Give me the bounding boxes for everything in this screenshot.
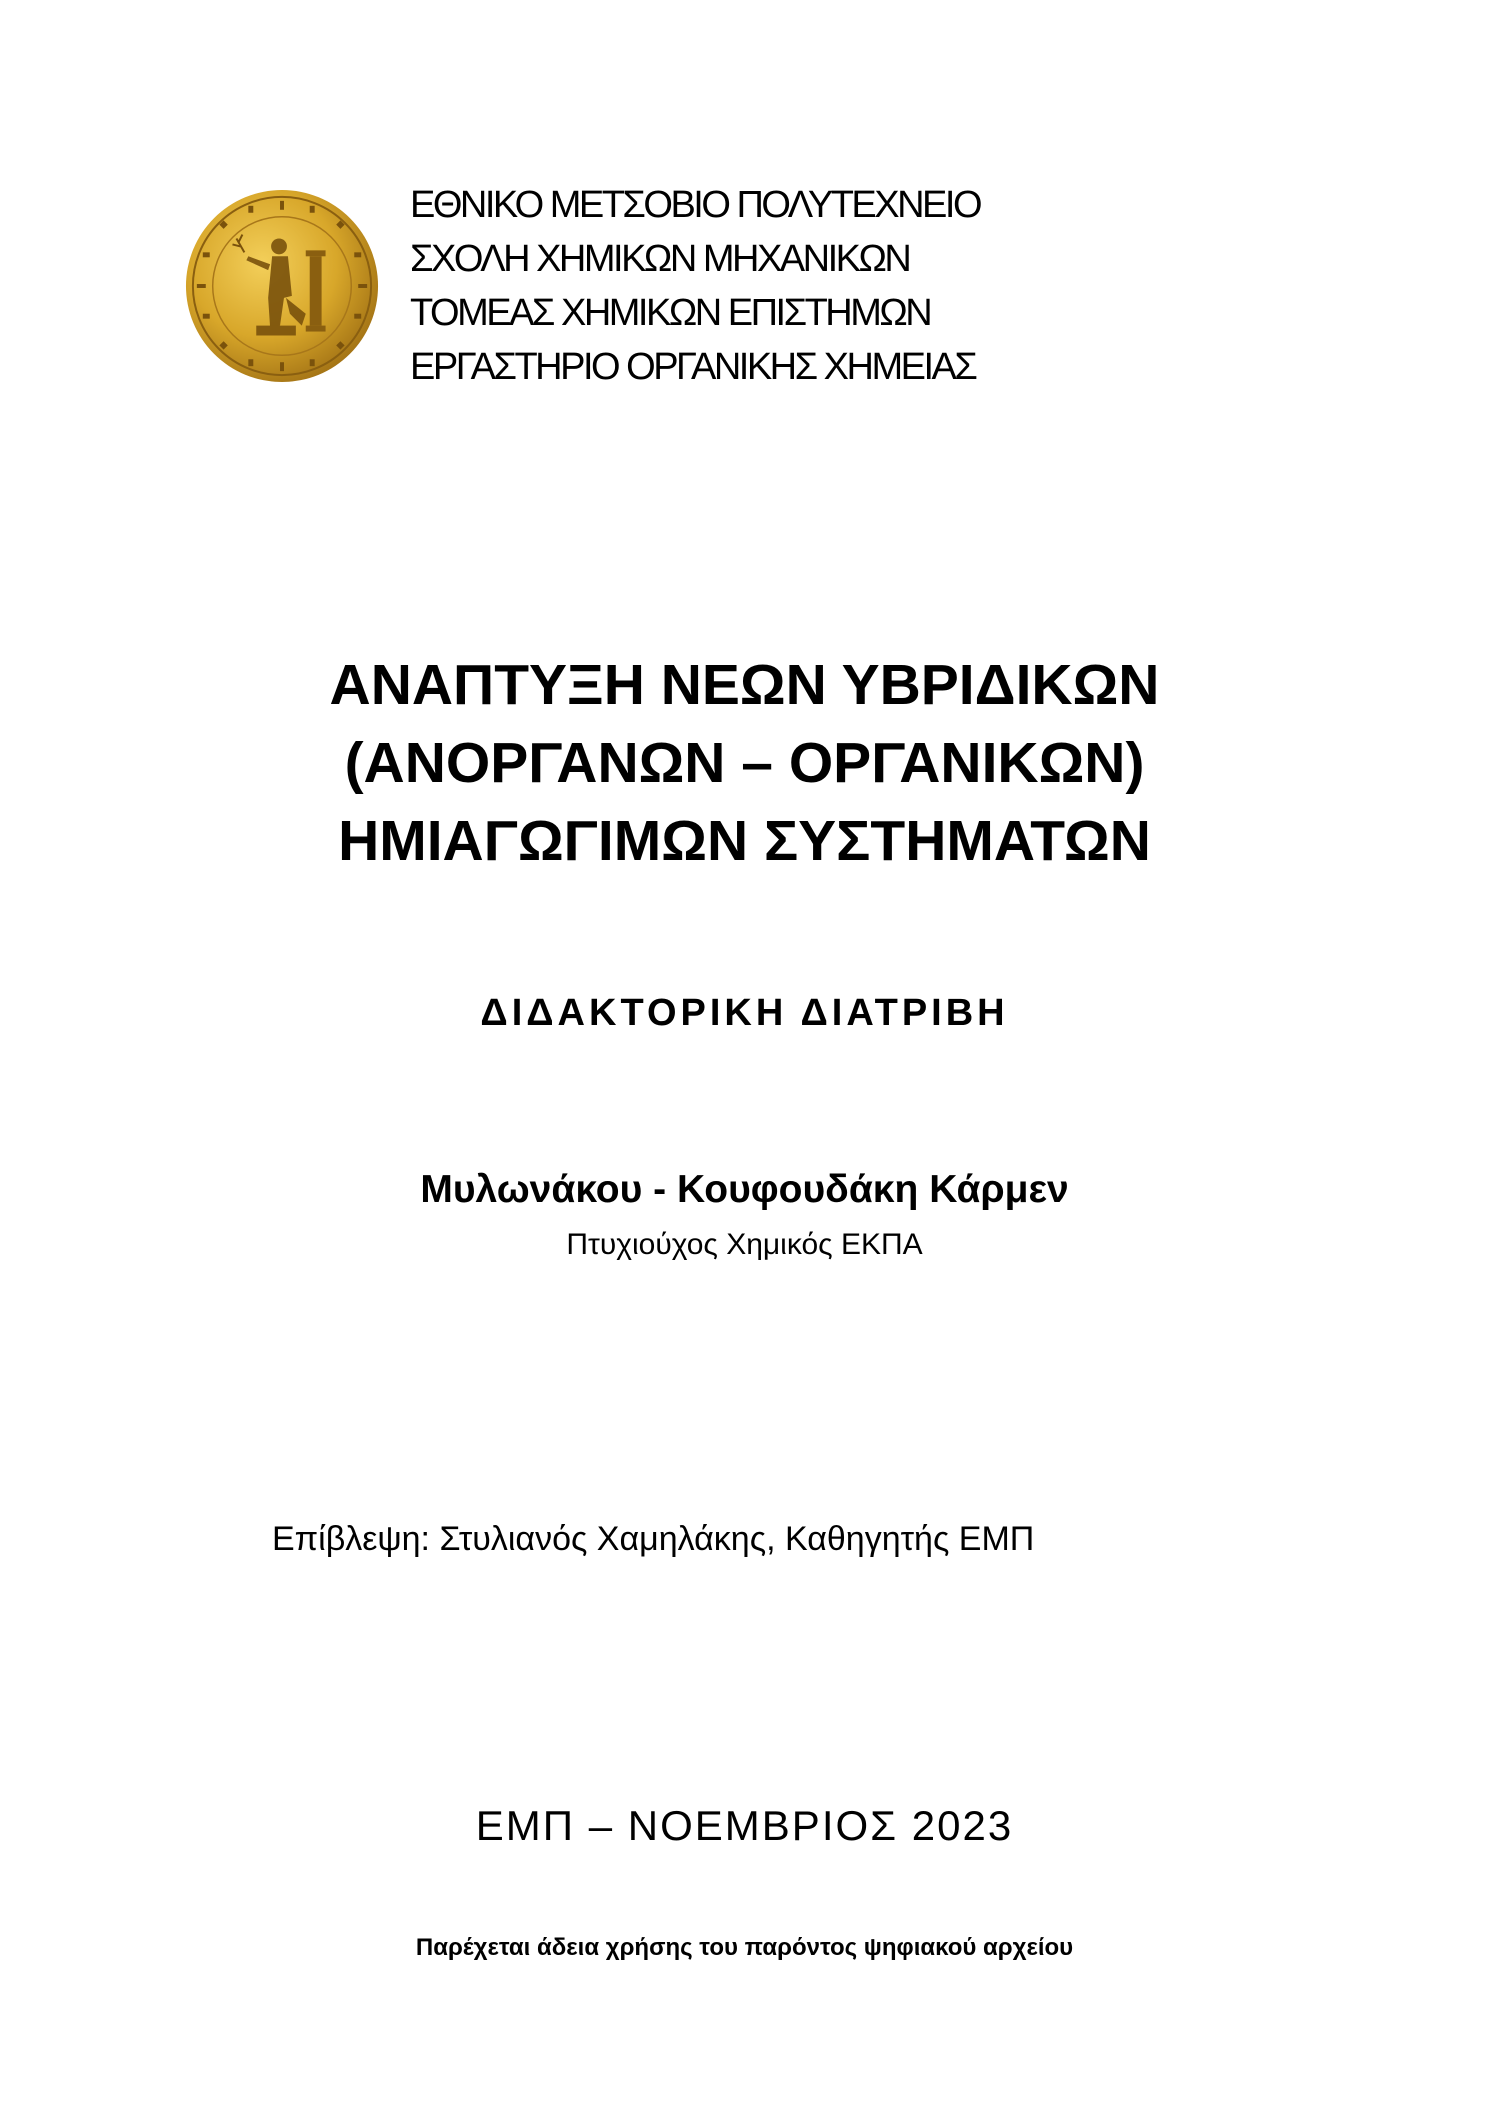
laboratory-name: ΕΡΓΑΣΤΗΡΙΟ ΟΡΓΑΝΙΚΗΣ ΧΗΜΕΙΑΣ [410, 346, 976, 388]
supervision-line: Επίβλεψη: Στυλιανός Χαμηλάκης, Καθηγητής ΕΜΠ [272, 1520, 1035, 1558]
document-type: ΔΙΔΑΚΤΟΡΙΚΗ ΔΙΑΤΡΙΒΗ [480, 992, 1009, 1034]
department-name: ΤΟΜΕΑΣ ΧΗΜΙΚΩΝ ΕΠΙΣΤΗΜΩΝ [410, 292, 931, 334]
date-line: ΕΜΠ – ΝΟΕΜΒΡΙΟΣ 2023 [475, 1802, 1014, 1849]
author-degree: Πτυχιούχος Χημικός ΕΚΠΑ [566, 1228, 923, 1261]
thesis-title-line-3: ΗΜΙΑΓΩΓΙΜΩΝ ΣΥΣΤΗΜΑΤΩΝ [338, 809, 1151, 873]
thesis-title-line-2: (ΑΝΟΡΓΑΝΩΝ – ΟΡΓΑΝΙΚΩΝ) [344, 731, 1145, 795]
license-note: Παρέχεται άδεια χρήσης του παρόντος ψηφιακού αρχείου [415, 1934, 1074, 1961]
author-name: Μυλωνάκου - Κουφουδάκη Κάρμεν [420, 1168, 1069, 1211]
school-name: ΣΧΟΛΗ ΧΗΜΙΚΩΝ ΜΗΧΑΝΙΚΩΝ [410, 238, 910, 280]
thesis-title-line-1: ΑΝΑΠΤΥΞΗ ΝΕΩΝ ΥΒΡΙΔΙΚΩΝ [329, 653, 1160, 717]
institution-name: ΕΘΝΙΚΟ ΜΕΤΣΟΒΙΟ ΠΟΛΥΤΕΧΝΕΙΟ [410, 184, 981, 226]
university-seal-logo [183, 187, 381, 385]
